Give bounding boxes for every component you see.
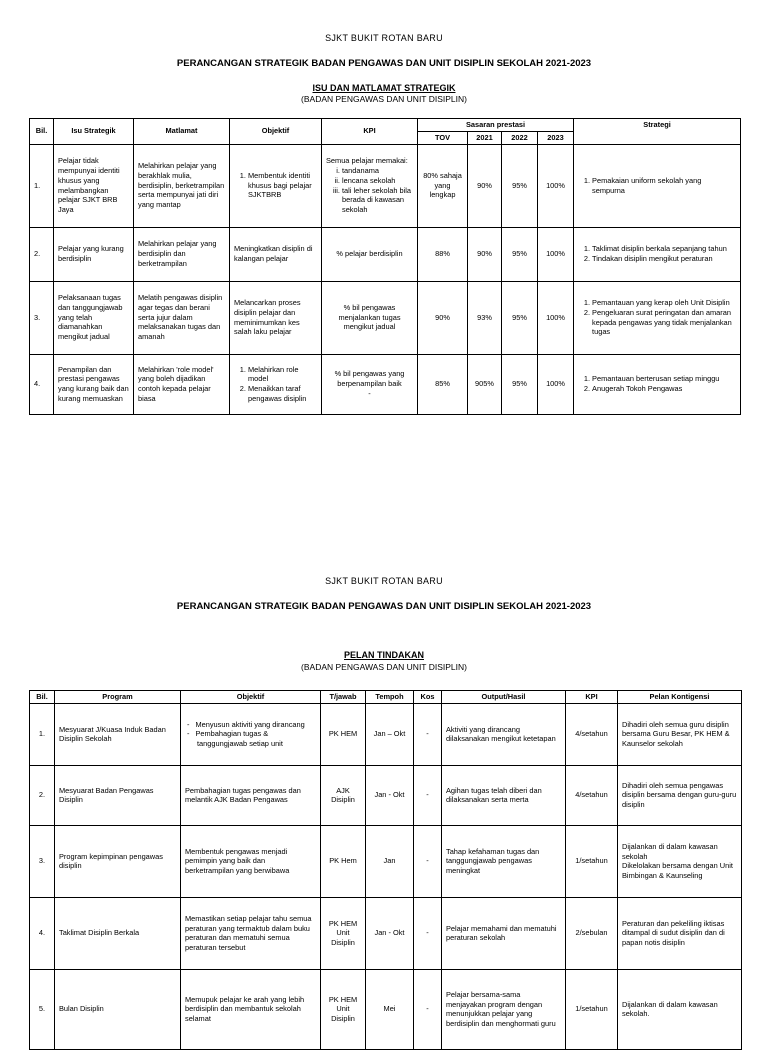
cell-bil: 3.	[30, 825, 55, 897]
cell-output: Agihan tugas telah diberi dan dilaksanakan serta merta	[442, 765, 566, 825]
cell-objektif	[230, 354, 322, 414]
cell-pelan: Dijalankan di dalam kawasan sekolah Dikelolakan bersama dengan Unit Bimbingan & Kaunseling	[618, 825, 742, 897]
cell-bil: 1.	[30, 144, 54, 227]
list-item: 1. Pemantauan yang kerap oleh Unit Disiplin	[592, 298, 736, 308]
cell-tov: 85%	[418, 354, 468, 414]
cell-bil: 5.	[30, 969, 55, 1049]
cell-bil: 4.	[30, 897, 55, 969]
cell-isu: Pelajar yang kurang berdisiplin	[54, 227, 134, 281]
cell-strategi	[574, 354, 741, 414]
cell-kos: -	[414, 969, 442, 1049]
cell-2023: 100%	[538, 144, 574, 227]
cell-bil: 1.	[30, 703, 55, 765]
col-header-program: Program	[55, 691, 181, 704]
cell-bil: 2.	[30, 765, 55, 825]
cell-pelan: Dihadiri oleh semua guru disiplin bersama Guru Besar, PK HEM & Kaunselor sekolah	[618, 703, 742, 765]
col-header-kpi: KPI	[566, 691, 618, 704]
col-header-objektif: Objektif	[181, 691, 321, 704]
col-header-output: Output/Hasil	[442, 691, 566, 704]
col-header-objektif: Objektif	[230, 119, 322, 145]
cell-program: Program kepimpinan pengawas disiplin	[55, 825, 181, 897]
cell-bil: 2.	[30, 227, 54, 281]
cell-isu: Pelaksanaan tugas dan tanggungjawab yang telah diamanahkan mengikut jadual	[54, 281, 134, 354]
col-header-strategi: Strategi	[574, 119, 741, 145]
cell-kos: -	[414, 825, 442, 897]
cell-matlamat: Melahirkan 'role model' yang boleh dijadikan contoh kepada pelajar biasa	[134, 354, 230, 414]
cell-objektif: Memupuk pelajar ke arah yang lebih berdisiplin dan membantuk sekolah selamat	[181, 969, 321, 1049]
cell-2021: 93%	[468, 281, 502, 354]
cell-kpi: % bil pengawas menjalankan tugas mengikut jadual	[322, 281, 418, 354]
cell-objektif: Melancarkan proses disiplin pelajar dan meminimumkan kes salah laku pelajar	[230, 281, 322, 354]
table-row	[30, 703, 742, 765]
cell-output: Pelajar memahami dan mematuhi peraturan sekolah	[442, 897, 566, 969]
section-subtitle: (BADAN PENGAWAS DAN UNIT DISIPLIN)	[301, 94, 467, 104]
list-item: 2. Tindakan disiplin mengikut peraturan	[592, 254, 736, 264]
cell-tjawab: PK HEM Unit Disiplin	[321, 897, 366, 969]
cell-program: Mesyuarat Badan Pengawas Disiplin	[55, 765, 181, 825]
cell-kpi	[322, 354, 418, 414]
col-header-bil: Bil.	[30, 691, 55, 704]
col-header-kos: Kos	[414, 691, 442, 704]
list-item: 2. Anugerah Tokoh Pengawas	[592, 384, 736, 394]
cell-2021: 90%	[468, 144, 502, 227]
col-header-tjawab: T/jawab	[321, 691, 366, 704]
col-header-isu: Isu Strategik	[54, 119, 134, 145]
page-title: PERANCANGAN STRATEGIK BADAN PENGAWAS DAN UNIT DISIPLIN SEKOLAH 2021-2023	[176, 58, 592, 69]
cell-objektif: Meningkatkan disiplin di kalangan pelajar	[230, 227, 322, 281]
cell-kpi: 1/setahun	[566, 825, 618, 897]
cell-tjawab: PK HEM Unit Disiplin	[321, 969, 366, 1049]
action-plan-table	[29, 690, 742, 1050]
cell-matlamat: Melahirkan pelajar yang berakhlak mulia, berdisiplin, berketrampilan serta mempunyai jati diri yang mantap	[134, 144, 230, 227]
cell-objektif	[181, 703, 321, 765]
list-item: 1. Membentuk identiti khusus bagi pelajar SJKTBRB	[248, 171, 317, 200]
school-name: SJKT BUKIT ROTAN BARU	[325, 33, 443, 43]
cell-2021: 90%	[468, 227, 502, 281]
cell-output: Tahap kefahaman tugas dan tanggungjawab pengawas meningkat	[442, 825, 566, 897]
table-row	[30, 144, 741, 227]
list-item: 2. Menaikkan taraf pengawas disiplin	[248, 384, 317, 404]
col-header-sasaran: Sasaran prestasi	[418, 119, 574, 132]
cell-program: Taklimat Disiplin Berkala	[55, 897, 181, 969]
page-title: PERANCANGAN STRATEGIK BADAN PENGAWAS DAN UNIT DISIPLIN SEKOLAH 2021-2023	[176, 601, 592, 612]
cell-objektif	[230, 144, 322, 227]
list-item: 1. Pemantauan berterusan setiap minggu	[592, 374, 736, 384]
cell-matlamat: Melahirkan pelajar yang berdisiplin dan berketrampilan	[134, 227, 230, 281]
cell-tov: 88%	[418, 227, 468, 281]
col-header-tempoh: Tempoh	[366, 691, 414, 704]
cell-program: Mesyuarat J/Kuasa Induk Badan Disiplin Sekolah	[55, 703, 181, 765]
cell-objektif: Membentuk pengawas menjadi pemimpin yang baik dan berketrampilan yang berwibawa	[181, 825, 321, 897]
col-header-bil: Bil.	[30, 119, 54, 145]
cell-pelan: Dijalankan di dalam kawasan sekolah.	[618, 969, 742, 1049]
cell-2022: 95%	[502, 281, 538, 354]
cell-objektif: Memastikan setiap pelajar tahu semua peraturan yang termaktub dalam buku peraturan dan mematuhi semua peraturan tersebut	[181, 897, 321, 969]
cell-strategi	[574, 144, 741, 227]
list-item: 1. Pemakaian uniform sekolah yang sempurna	[592, 176, 736, 196]
list-item: 1. Taklimat disiplin berkala sepanjang tahun	[592, 244, 736, 254]
kpi-extra: -	[368, 388, 371, 398]
cell-output: Aktiviti yang dirancang dilaksanakan mengikut ketetapan	[442, 703, 566, 765]
cell-pelan: Peraturan dan pekeliling iktisas ditampal di sudut disiplin dan di papan notis disiplin	[618, 897, 742, 969]
col-header-kpi: KPI	[322, 119, 418, 145]
cell-tempoh: Jan – Okt	[366, 703, 414, 765]
cell-strategi	[574, 281, 741, 354]
cell-2022: 95%	[502, 144, 538, 227]
table-row	[30, 227, 741, 281]
cell-objektif: Pembahagian tugas pengawas dan melantik AJK Badan Pengawas	[181, 765, 321, 825]
cell-matlamat: Melatih pengawas disiplin agar tegas dan berani serta jujur dalam melaksanakan tugas dan amanah	[134, 281, 230, 354]
cell-kos: -	[414, 765, 442, 825]
cell-tempoh: Mei	[366, 969, 414, 1049]
cell-tjawab: PK Hem	[321, 825, 366, 897]
kpi-intro: Semua pelajar memakai:	[326, 156, 408, 166]
col-header-2021: 2021	[468, 131, 502, 144]
list-item: - Menyusun aktiviti yang dirancang	[197, 720, 316, 730]
school-name: SJKT BUKIT ROTAN BARU	[325, 576, 443, 586]
list-item: 1. Melahirkan role model	[248, 365, 317, 385]
cell-tov: 90%	[418, 281, 468, 354]
list-item: i. tandanama	[342, 166, 413, 176]
list-item: ii. lencana sekolah	[342, 176, 413, 186]
cell-2022: 95%	[502, 227, 538, 281]
cell-2023: 100%	[538, 354, 574, 414]
table-row	[30, 969, 742, 1049]
cell-kpi: % pelajar berdisiplin	[322, 227, 418, 281]
section-title: ISU DAN MATLAMAT STRATEGIK	[312, 83, 456, 93]
cell-tjawab: PK HEM	[321, 703, 366, 765]
col-header-2022: 2022	[502, 131, 538, 144]
cell-output: Pelajar bersama-sama menjayakan program dengan menunjukkan pelajar yang berdisiplin dan menghormati guru	[442, 969, 566, 1049]
cell-tjawab: AJK Disiplin	[321, 765, 366, 825]
table-row	[30, 897, 742, 969]
col-header-tov: TOV	[418, 131, 468, 144]
kpi-text: % bil pengawas yang berpenampilan baik	[334, 369, 405, 389]
cell-2023: 100%	[538, 281, 574, 354]
cell-bil: 4.	[30, 354, 54, 414]
list-item: iii. tali leher sekolah bila berada di kawasan sekolah	[342, 186, 413, 215]
cell-2022: 95%	[502, 354, 538, 414]
table-row	[30, 765, 742, 825]
cell-tempoh: Jan	[366, 825, 414, 897]
cell-2021: 905%	[468, 354, 502, 414]
section-title: PELAN TINDAKAN	[344, 650, 424, 660]
table-row	[30, 825, 742, 897]
cell-program: Bulan Disiplin	[55, 969, 181, 1049]
col-header-2023: 2023	[538, 131, 574, 144]
cell-isu: Penampilan dan prestasi pengawas yang kurang baik dan kurang memuaskan	[54, 354, 134, 414]
cell-tempoh: Jan - Okt	[366, 765, 414, 825]
cell-kpi: 4/setahun	[566, 703, 618, 765]
cell-kpi: 2/sebulan	[566, 897, 618, 969]
section-subtitle: (BADAN PENGAWAS DAN UNIT DISIPLIN)	[301, 662, 467, 672]
col-header-pelan: Pelan Kontigensi	[618, 691, 742, 704]
cell-kpi	[322, 144, 418, 227]
list-item: 2. Pengeluaran surat peringatan dan amaran kepada pengawas yang tidak menjalankan tugas	[592, 308, 736, 337]
cell-tempoh: Jan - Okt	[366, 897, 414, 969]
strategy-table	[29, 118, 741, 415]
list-item: - Pembahagian tugas & tanggungjawab setiap unit	[197, 729, 316, 749]
cell-2023: 100%	[538, 227, 574, 281]
cell-bil: 3.	[30, 281, 54, 354]
table-row	[30, 281, 741, 354]
table-row	[30, 354, 741, 414]
cell-kpi: 4/setahun	[566, 765, 618, 825]
cell-pelan: Dihadiri oleh semua pengawas disiplin bersama dengan guru-guru disiplin	[618, 765, 742, 825]
cell-kos: -	[414, 897, 442, 969]
cell-tov: 80% sahaja yang lengkap	[418, 144, 468, 227]
cell-strategi	[574, 227, 741, 281]
cell-kos: -	[414, 703, 442, 765]
col-header-matlamat: Matlamat	[134, 119, 230, 145]
cell-isu: Pelajar tidak mempunyai identiti khusus yang melambangkan pelajar SJKT BRB Jaya	[54, 144, 134, 227]
cell-kpi: 1/setahun	[566, 969, 618, 1049]
